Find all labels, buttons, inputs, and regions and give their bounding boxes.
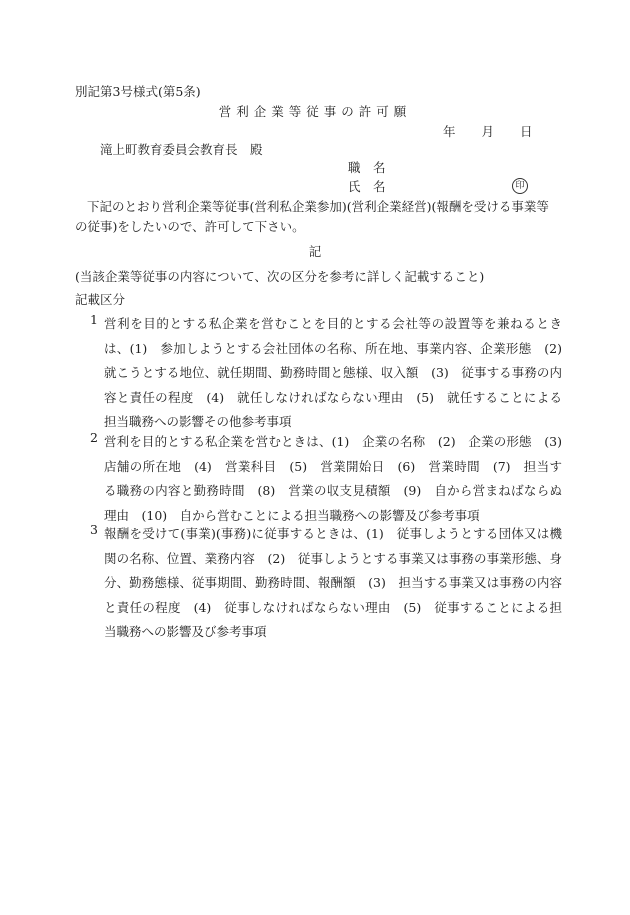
seal-mark: 印	[512, 178, 528, 194]
addressee: 滝上町教育委員会教育長 殿	[100, 142, 263, 157]
kubun-label: 記載区分	[75, 292, 126, 307]
ki-heading: 記	[308, 244, 322, 259]
instruction-note: (当該企業等従事の内容について、次の区分を参考に詳しく記載すること)	[75, 269, 485, 284]
date-month: 月	[481, 124, 495, 139]
item-text: 報酬を受けて(事業)(事務)に従事するときは、(1) 従事しようとする団体又は機関の名称、位置、業務内容 (2) 従事しようとする事業又は事務の事業形態、身分、勤務態様、従事期間、勤務時間、報酬額 (3) 担当する事業又は事務の内容と責任の程度 (4) 従事しなければならない理由 (5) 従事することによる担当職務への影響及び参考事項	[104, 526, 562, 639]
date-year: 年	[443, 124, 456, 139]
list-item	[90, 430, 575, 528]
date-line	[443, 124, 533, 140]
form-number: 別記第3号様式(第5条)	[75, 84, 201, 99]
intro-paragraph: 下記のとおり営利企業等従事(営利私企業参加)(営利企業経営)(報酬を受ける事業等の従事)をしたいので、許可して下さい。	[75, 199, 549, 234]
document-title: 営利企業等従事の許可願	[218, 104, 412, 119]
item-number: 3	[90, 522, 98, 537]
name-label: 氏 名	[348, 179, 386, 194]
item-text: 営利を目的とする私企業を営むときは、(1) 企業の名称 (2) 企業の形態 (3) 店舗の所在地 (4) 営業科目 (5) 営業開始日 (6) 営業時間 (7) 担当する職務の内容と勤務時間 (8) 営業の収支見積額 (9) 自から営まねばならぬ理由 (10) 自から営むことによる担当職務への影響及び参考事項	[104, 434, 575, 523]
item-text: 営利を目的とする私企業を営むことを目的とする会社等の設置等を兼ねるときは、(1) 参加しようとする会社団体の名称、所在地、事業内容、企業形態 (2) 就こうとする地位、就任期間、勤務時間と態様、収入額 (3) 従事する事務の内容と責任の程度 (4) 就任しなければならない理由 (5) 就任することによる担当職務への影響その他参考事項	[104, 316, 575, 429]
list-item	[90, 312, 575, 435]
date-day: 日	[520, 124, 533, 139]
post-label: 職 名	[348, 160, 386, 175]
list-item	[90, 522, 562, 645]
item-number: 1	[90, 312, 98, 327]
item-number: 2	[90, 430, 98, 445]
